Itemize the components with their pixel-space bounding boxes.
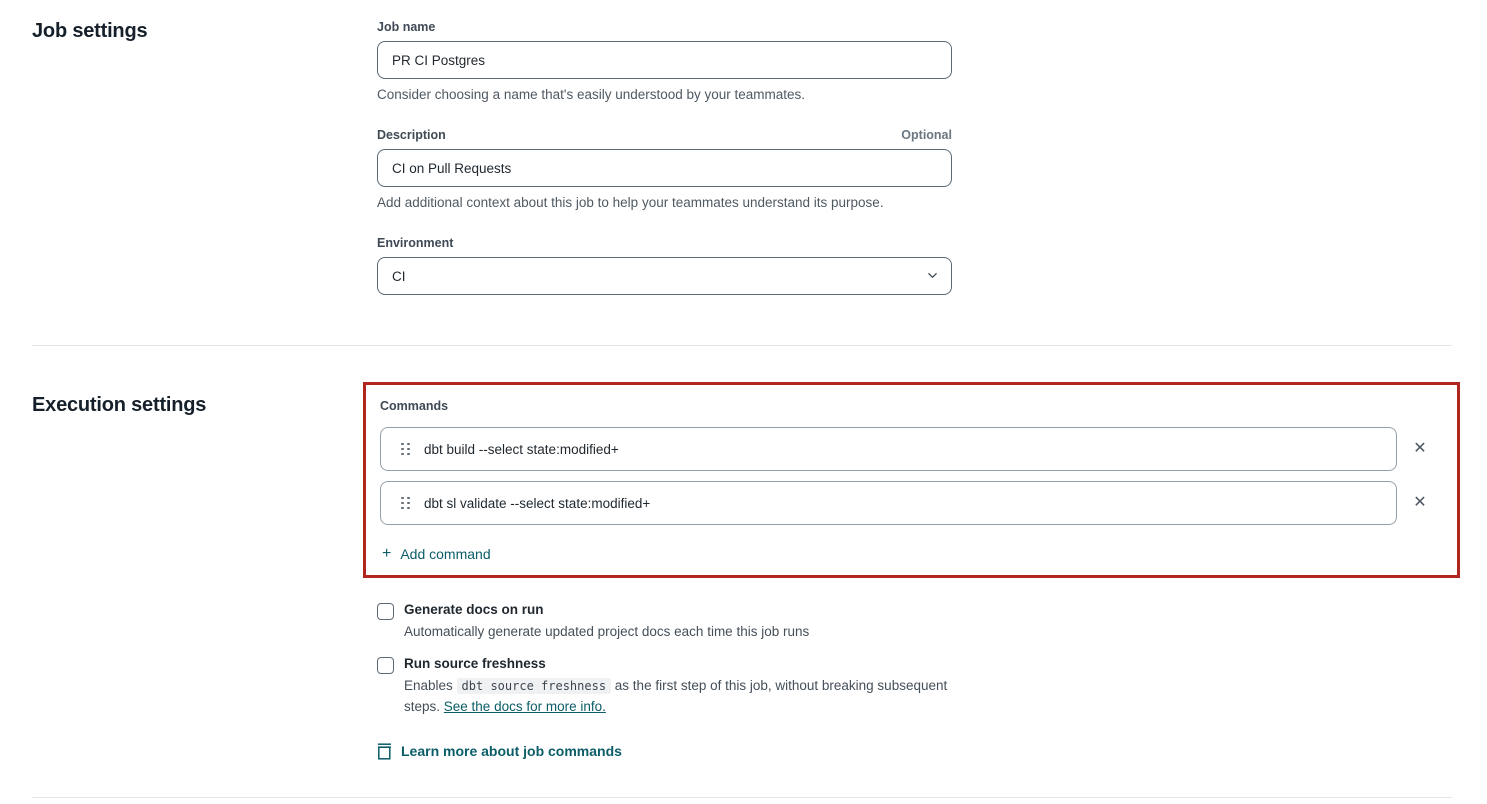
section-divider [32, 345, 1452, 346]
description-optional-tag: Optional [901, 128, 952, 142]
source-freshness-description [404, 676, 949, 717]
environment-label: Environment [377, 236, 454, 250]
job-name-helper: Consider choosing a name that's easily understood by your teammates. [377, 87, 806, 102]
description-label: Description [377, 128, 446, 142]
command-input[interactable] [380, 427, 1397, 471]
job-name-input[interactable] [377, 41, 952, 79]
drag-handle-icon[interactable] [401, 497, 410, 510]
environment-field-group [377, 236, 952, 295]
book-icon [377, 743, 392, 760]
environment-select[interactable]: CI [377, 257, 952, 295]
job-name-field-group [377, 20, 952, 102]
generate-docs-checkbox[interactable] [377, 603, 394, 620]
commands-label: Commands [380, 399, 449, 413]
drag-handle-icon[interactable] [401, 443, 410, 456]
source-freshness-checkbox[interactable] [377, 657, 394, 674]
plus-icon: + [382, 545, 392, 562]
learn-more-label: Learn more about job commands [401, 743, 622, 760]
freshness-desc-prefix: Enables [404, 678, 457, 694]
command-input[interactable] [380, 481, 1397, 525]
freshness-desc-suffix: as the first step of this job, without breaking subsequent steps. [404, 678, 948, 714]
generate-docs-group [377, 602, 1487, 642]
command-text: dbt build --select state:modified+ [424, 441, 619, 457]
remove-command-button[interactable]: ✕ [1397, 495, 1443, 511]
execution-settings-section [0, 382, 1487, 765]
description-input[interactable] [377, 149, 952, 187]
command-row [380, 427, 1443, 471]
bottom-divider [32, 797, 1452, 798]
remove-command-button[interactable]: ✕ [1397, 441, 1443, 457]
description-field-group [377, 128, 952, 210]
command-text: dbt sl validate --select state:modified+ [424, 495, 651, 511]
add-command-button[interactable] [382, 545, 491, 563]
generate-docs-label[interactable]: Generate docs on run [404, 602, 544, 617]
source-freshness-group [377, 656, 1487, 717]
source-freshness-label[interactable]: Run source freshness [404, 656, 546, 672]
learn-more-button[interactable] [377, 743, 622, 760]
generate-docs-description: Automatically generate updated project docs each time this job runs [404, 624, 810, 639]
description-helper: Add additional context about this job to help your teammates understand its purpose. [377, 195, 884, 210]
commands-highlight-box [363, 382, 1460, 578]
add-command-label: Add command [400, 546, 491, 562]
see-docs-link[interactable]: See the docs for more info. [443, 698, 606, 714]
execution-settings-heading: Execution settings [32, 394, 207, 416]
command-row [380, 481, 1443, 525]
job-settings-heading: Job settings [32, 20, 148, 42]
job-settings-section [0, 20, 1487, 321]
inline-code: dbt source freshness [457, 678, 612, 694]
job-name-label: Job name [377, 20, 436, 34]
